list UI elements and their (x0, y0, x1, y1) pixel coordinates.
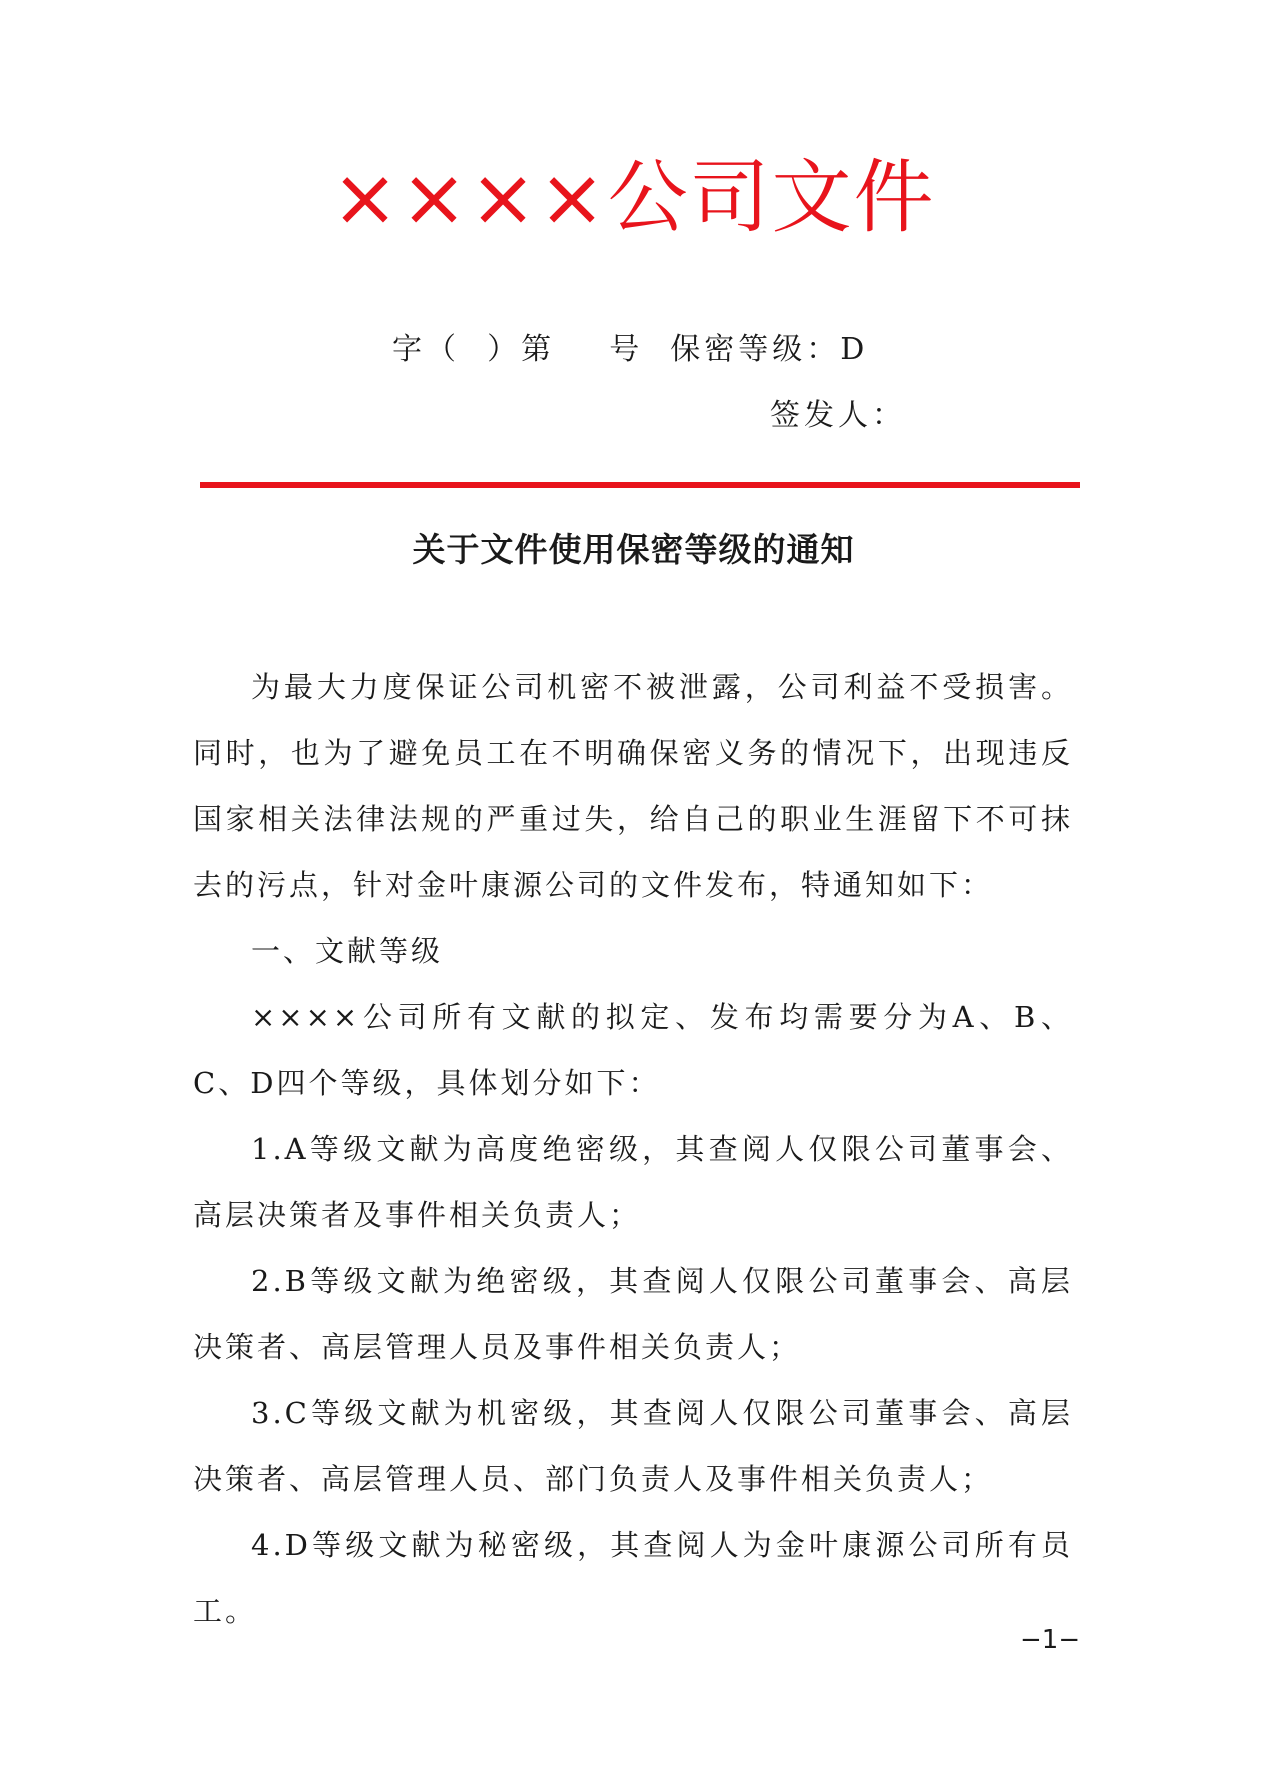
list-item-level-d: 4.D等级文献为秘密级，其查阅人为金叶康源公司所有员工。 (193, 1528, 1073, 1628)
list-item-level-b: 2.B等级文献为绝密级，其查阅人仅限公司董事会、高层决策者、高层管理人员及事件相关负责人； (193, 1264, 1073, 1364)
notice-body (193, 654, 1073, 1644)
notice-title: 关于文件使用保密等级的通知 (412, 530, 855, 569)
document-number-line: 字（ ）第 号 保密等级：D (392, 332, 869, 367)
list-item-level-c: 3.C等级文献为机密级，其查阅人仅限公司董事会、高层决策者、高层管理人员、部门负责人及事件相关负责人； (193, 1396, 1073, 1496)
list-item-level-a: 1.A等级文献为高度绝密级，其查阅人仅限公司董事会、高层决策者及事件相关负责人； (193, 1132, 1073, 1232)
red-separator-rule (200, 482, 1080, 488)
paragraph-intro: 为最大力度保证公司机密不被泄露，公司利益不受损害。同时，也为了避免员工在不明确保密义务的情况下，出现违反国家相关法律法规的严重过失，给自己的职业生涯留下不可抹去的污点，针对金叶康源公司的文件发布，特通知如下： (193, 670, 1073, 902)
paragraph-level-overview: ××××公司所有文献的拟定、发布均需要分为A、B、C、D四个等级，具体划分如下： (193, 1000, 1073, 1100)
signer-line: 签发人： (770, 398, 906, 433)
masthead-title: ××××公司文件 (331, 151, 936, 244)
page-number: −1− (1020, 1625, 1081, 1655)
section-heading-document-levels: 一、文献等级 (251, 934, 444, 968)
